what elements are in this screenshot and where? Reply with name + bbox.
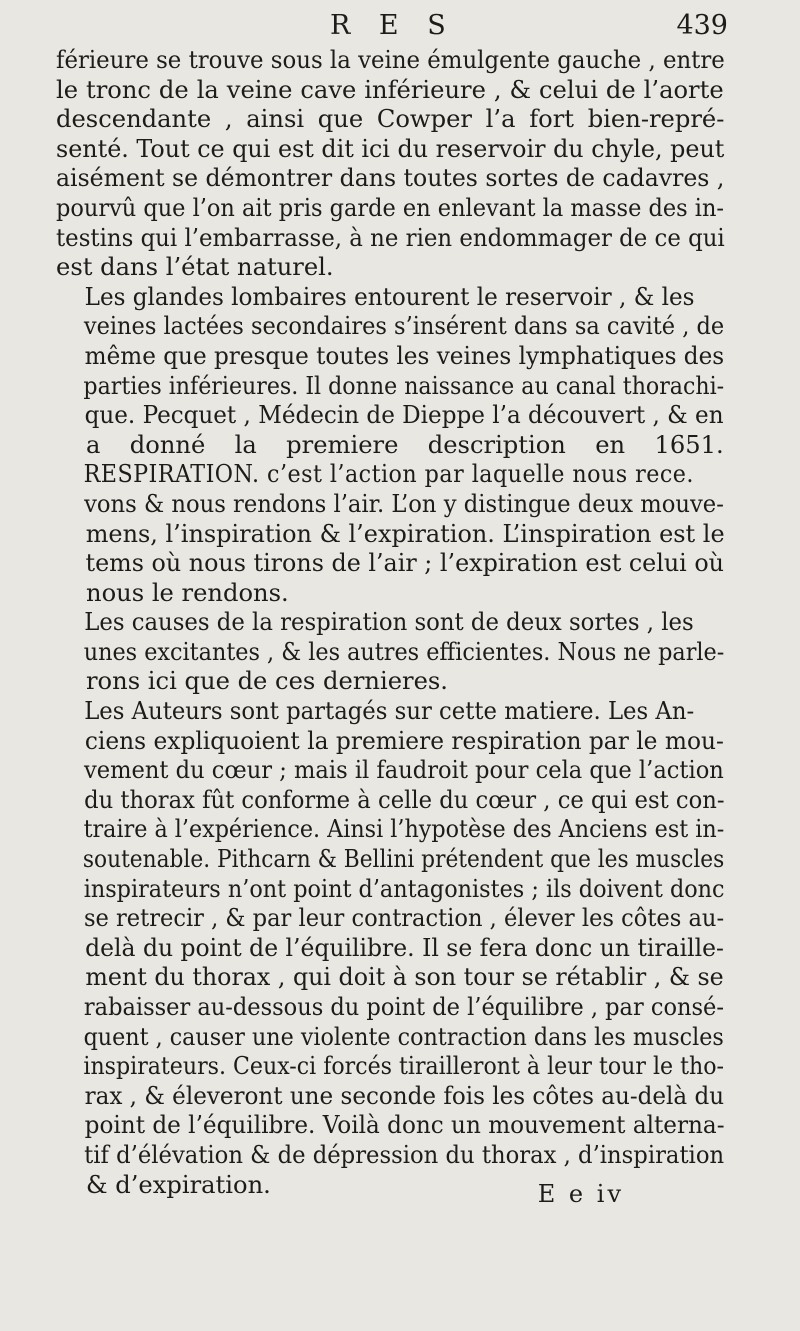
text-line: du thorax fût conforme à celle du cœur , ce qui est con- (84, 785, 725, 814)
text-line: vement du cœur ; mais il faudroit pour cela que l’action (83, 756, 724, 785)
text-line: ment du thorax , qui doit à son tour se rétablir , & se (85, 963, 724, 992)
text-line: rabaisser au-dessous du point de l’équilibre , par consé- (83, 993, 724, 1021)
text-line: ciens expliquoient la premiere respiration par le mou- (84, 726, 724, 755)
catchword: E e iv (537, 1180, 624, 1208)
running-head (0, 4, 800, 44)
text-line: vons & nous rendons l’air. L’on y distingue deux mouve- (84, 489, 724, 518)
text-line: point de l’équilibre. Voilà donc un mouvement alterna- (84, 1111, 725, 1140)
text-line: aisément se démontrer dans toutes sortes de cadavres , (56, 164, 725, 193)
text-line: delà du point de l’équilibre. Il se fera donc un tiraille- (85, 933, 724, 962)
text-line: le tronc de la veine cave inférieure , & celui de l’aorte (56, 75, 724, 104)
text-line: férieure se trouve sous la veine émulgente gauche , entre (56, 46, 725, 74)
paragraph-glandes (56, 283, 724, 461)
text-line: unes excitantes , & les autres efficientes. Nous ne parle- (83, 637, 725, 666)
entry-headword-line: RESPIRATION. c’est l’action par laquelle nous rece. (83, 460, 694, 489)
text-line: tems où nous tirons de l’air ; l’expiration est celui où (85, 549, 725, 578)
paragraph-auteurs (56, 697, 724, 1200)
text-line: & d’expiration. (86, 1170, 271, 1199)
text-line: même que presque toutes les veines lymphatiques des (84, 341, 725, 370)
text-line: a donné la premiere description en 1651. (86, 430, 724, 459)
text-line: nous le rendons. (86, 578, 289, 607)
text-line: mens, l’inspiration & l’expiration. L’inspiration est le (85, 519, 725, 548)
paragraph-causes (56, 608, 724, 697)
paragraph-respiration-entry (56, 460, 724, 608)
paragraph-reservoir-end (56, 46, 724, 283)
text-line: Les glandes lombaires entourent le reservoir , & les (84, 282, 695, 311)
text-line: pourvû que l’on ait pris garde en enlevant la masse des in- (56, 193, 725, 222)
running-title: R E S (330, 10, 456, 41)
text-line: que. Pecquet , Médecin de Dieppe l’a découvert , & en (84, 401, 724, 430)
text-line: quent , causer une violente contraction dans les muscles (83, 1022, 724, 1051)
text-line: veines lactées secondaires s’insérent dans sa cavité , de (83, 312, 725, 341)
text-line: Les causes de la respiration sont de deux sortes , les (84, 608, 694, 637)
text-line: tif d’élévation & de dépression du thorax , d’inspiration (84, 1140, 725, 1169)
text-line: rons ici que de ces dernieres. (86, 667, 448, 696)
text-line: traire à l’expérience. Ainsi l’hypotèse des Anciens est in- (83, 815, 725, 844)
text-line: rax , & éleveront une seconde fois les côtes au-delà du (84, 1081, 725, 1110)
text-line: est dans l’état naturel. (56, 253, 334, 282)
text-line: inspirateurs n’ont point d’antagonistes ; ils doivent donc (83, 874, 725, 903)
text-line: testins qui l’embarrasse, à ne rien endommager de ce qui (56, 223, 725, 252)
text-line: parties inférieures. Il donne naissance au canal thorachi- (83, 371, 725, 400)
text-line: soutenable. Pithcarn & Bellini prétendent que les muscles (82, 845, 725, 874)
page-number: 439 (676, 10, 728, 41)
text-line: Les Auteurs sont partagés sur cette matiere. Les An- (84, 697, 695, 726)
text-line: inspirateurs. Ceux-ci forcés tirailleront à leur tour le tho- (83, 1052, 724, 1081)
text-line: se retrecir , & par leur contraction , élever les côtes au- (83, 904, 725, 933)
body-text (56, 46, 724, 1200)
text-line: descendante , ainsi que Cowper l’a fort bien-repré- (56, 105, 725, 134)
text-line: senté. Tout ce qui est dit ici du reservoir du chyle, peut (56, 134, 725, 163)
